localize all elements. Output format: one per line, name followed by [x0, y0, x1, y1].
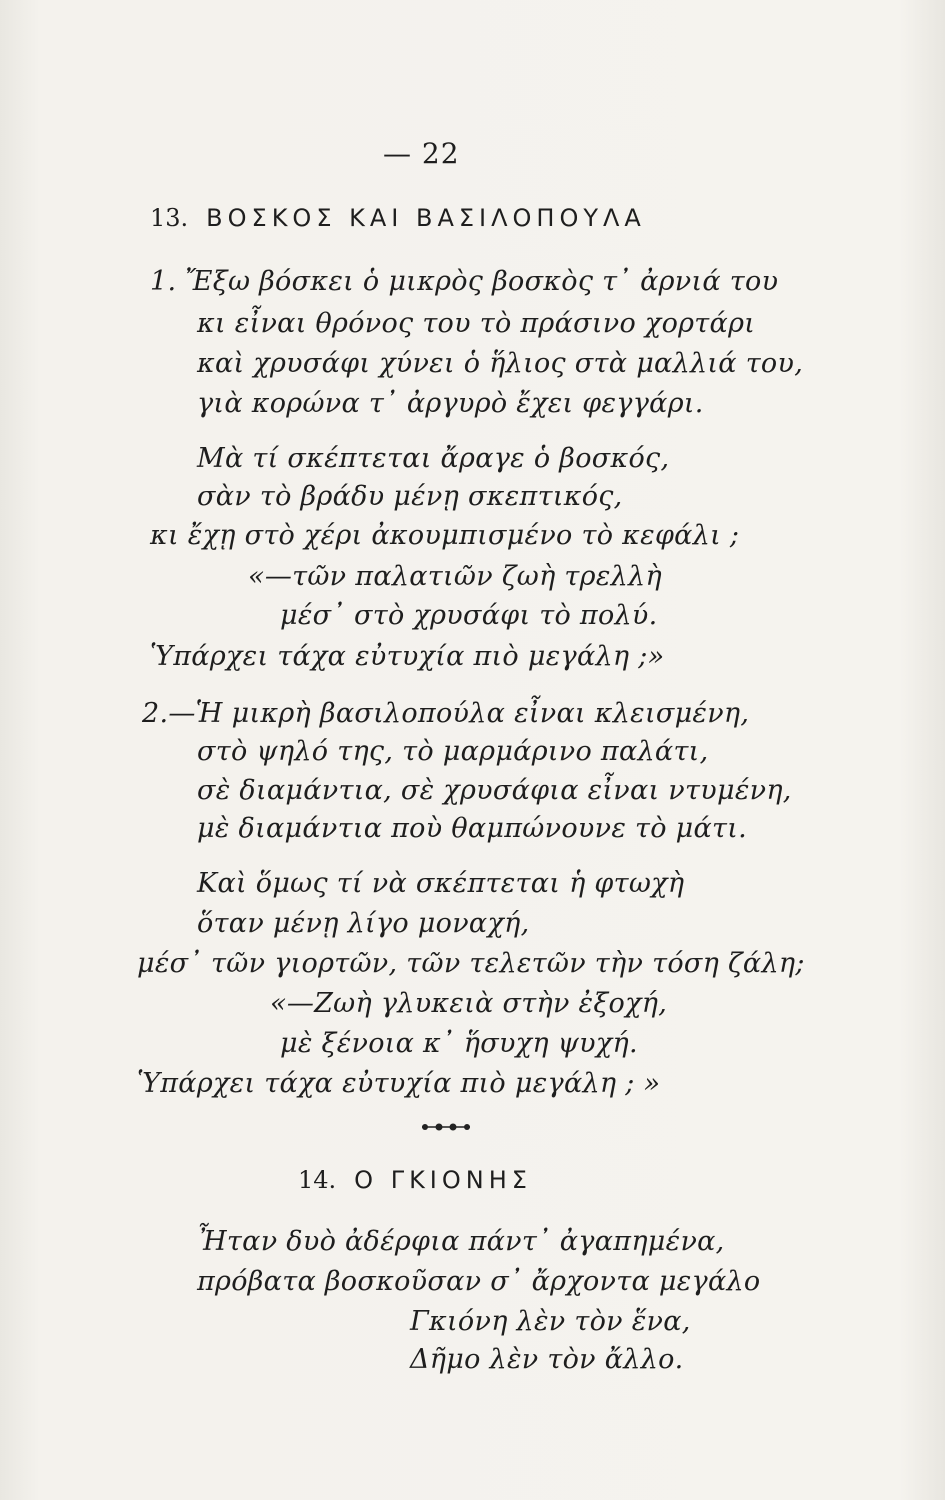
poem-13-title: ΒΟΣΚΟΣ ΚΑΙ ΒΑΣΙΛΟΠΟΥΛΑ — [206, 204, 646, 232]
verse-line: Ἦταν δυὸ ἀδέρφια πάντ᾿ ἀγαπημένα, — [197, 1226, 725, 1257]
verse-line: μέσ᾿ στὸ χρυσάφι τὸ πολύ. — [280, 600, 658, 631]
poem-14-heading — [298, 1168, 532, 1192]
poem-14-number: 14. — [298, 1166, 337, 1194]
ornament-separator — [420, 1120, 472, 1134]
verse-line: ὅταν μένῃ λίγο μοναχή, — [197, 908, 530, 939]
verse-line: κι εἶναι θρόνος του τὸ πράσινο χορτάρι — [197, 308, 756, 339]
verse-line: σὲ διαμάντια, σὲ χρυσάφια εἶναι ντυμένη, — [197, 775, 792, 806]
verse-line: μὲ διαμάντια ποὺ θαμπώνουνε τὸ μάτι. — [197, 813, 748, 844]
verse-line: «—Ζωὴ γλυκειὰ στὴν ἐξοχή, — [270, 988, 668, 1019]
verse-line: «—τῶν παλατιῶν ζωὴ τρελλὴ — [248, 561, 662, 592]
verse-line: Δῆμο λὲν τὸν ἄλλο. — [410, 1344, 684, 1375]
poem-13-number: 13. — [150, 204, 189, 232]
verse-line: καὶ χρυσάφι χύνει ὁ ἥλιος στὰ μαλλιά του, — [197, 348, 804, 379]
verse-line: Καὶ ὅμως τί νὰ σκέπτεται ἡ φτωχὴ — [197, 868, 685, 899]
verse-line: 1. Ἔξω βόσκει ὁ μικρὸς βοσκὸς τ᾿ ἀρνιά του — [150, 266, 779, 297]
page-number: — 22 — [383, 137, 460, 170]
verse-line: μὲ ξένοια κ᾿ ἥσυχη ψυχή. — [280, 1028, 638, 1059]
verse-line: Γκιόνη λὲν τὸν ἕνα, — [410, 1306, 691, 1337]
verse-line: γιὰ κορώνα τ᾿ ἀργυρὸ ἔχει φεγγάρι. — [197, 388, 704, 419]
poem-14-title: Ο ΓΚΙΟΝΗΣ — [354, 1166, 532, 1194]
verse-line: σὰν τὸ βράδυ μένῃ σκεπτικός, — [197, 481, 623, 512]
poem-13-heading — [150, 206, 646, 230]
verse-line: μέσ᾿ τῶν γιορτῶν, τῶν τελετῶν τὴν τόση ζάλη; — [137, 948, 805, 979]
verse-line: 2.—Ἡ μικρὴ βασιλοπούλα εἶναι κλεισμένη, — [142, 698, 750, 729]
verse-line: Ὑπάρχει τάχα εὐτυχία πιὸ μεγάλη ; » — [137, 1068, 661, 1099]
verse-line: κι ἔχῃ στὸ χέρι ἀκουμπισμένο τὸ κεφάλι ; — [150, 520, 740, 551]
verse-line: Μὰ τί σκέπτεται ἄραγε ὁ βοσκός, — [197, 443, 670, 474]
verse-line: πρόβατα βοσκοῦσαν σ᾿ ἄρχοντα μεγάλο — [197, 1266, 761, 1297]
verse-line: Ὑπάρχει τάχα εὐτυχία πιὸ μεγάλη ;» — [150, 641, 665, 672]
verse-line: στὸ ψηλό της, τὸ μαρμάρινο παλάτι, — [197, 736, 709, 767]
